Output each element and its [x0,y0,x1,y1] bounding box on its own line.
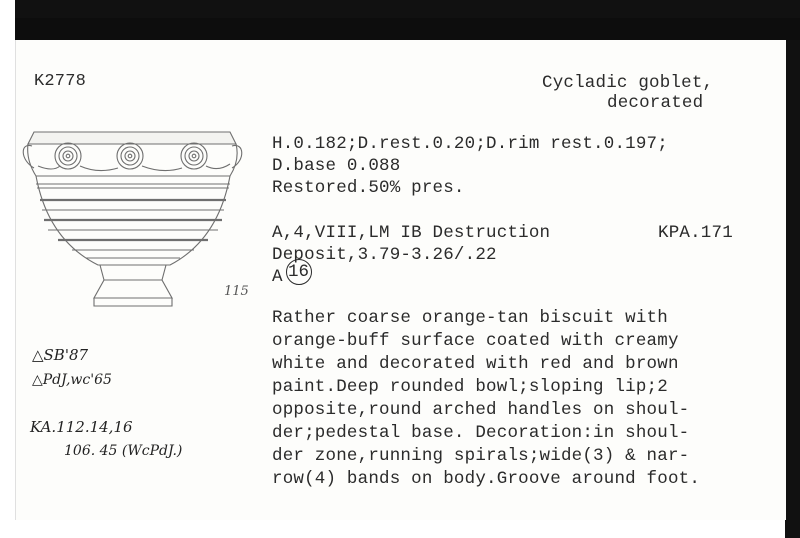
goblet-drawing [18,120,250,320]
handwritten-note: KA.112.14,16 [30,418,133,436]
description-line: opposite,round arched handles on shoul- [272,400,690,420]
catalog-number: K2778 [34,72,87,91]
object-title: Cycladic goblet, [542,73,714,93]
circled-number [286,259,312,285]
area-label: A [272,267,283,287]
find-context: A,4,VIII,LM IB Destruction [272,223,551,243]
description-line: orange-buff surface coated with creamy [272,331,679,351]
pencil-number: 115 [224,284,249,299]
handwritten-note: △SB'87 [32,346,89,364]
dimensions-line-continued: D.base 0.088 [272,156,401,176]
description-line: der zone,running spirals;wide(3) & nar- [272,446,690,466]
description [272,307,700,491]
kpa-number: KPA.171 [658,223,733,243]
description-line: white and decorated with red and brown [272,354,679,374]
handwritten-note: 106. 45 (WcPdJ.) [64,443,183,459]
find-context-continued: Deposit,3.79-3.26/.22 [272,245,497,265]
object-title-continued: decorated [607,93,704,113]
dimensions-line: H.0.182;D.rest.0.20;D.rim rest.0.197; [272,134,668,154]
description-line: der;pedestal base. Decoration:in shoul- [272,423,690,443]
preservation-note: Restored.50% pres. [272,178,465,198]
handwritten-note: △PdJ,wc'65 [32,372,112,388]
description-line: Rather coarse orange-tan biscuit with [272,308,668,328]
circled-number-text: 16 [288,262,310,282]
description-line: row(4) bands on body.Groove around foot. [272,469,701,489]
description-line: paint.Deep rounded bowl;sloping lip;2 [272,377,668,397]
